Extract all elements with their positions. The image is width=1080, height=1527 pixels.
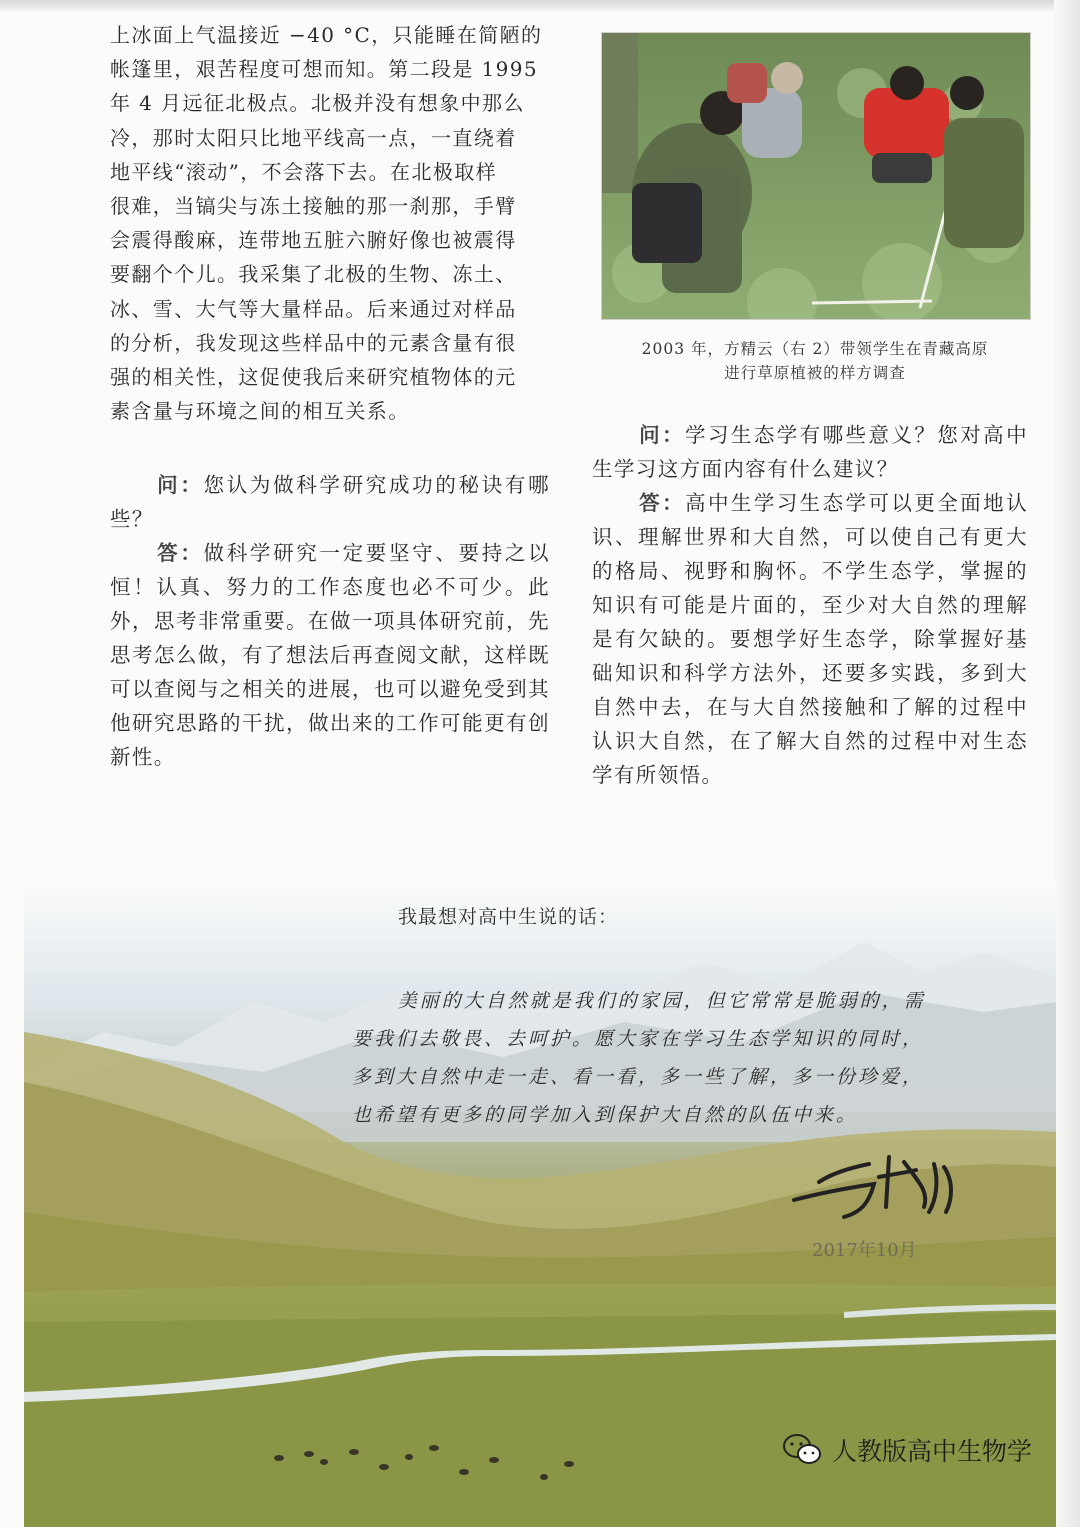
intro-line: 地平线“滚动”，不会落下去。在北极取样 — [110, 159, 498, 184]
answer-ecology-meaning — [592, 486, 1028, 792]
intro-line: 上冰面上气温接近 −40 °C，只能睡在简陋的 — [110, 23, 543, 47]
intro-line: 强的相关性，这促使我后来研究植物体的元 — [110, 365, 517, 390]
photo-illustration — [602, 33, 1030, 319]
right-column — [592, 418, 1028, 792]
letter-title: 我最想对高中生说的话： — [398, 906, 619, 928]
landscape-illustration — [24, 882, 1056, 1527]
question-text: 学习生态学有哪些意义？您对高中生学习这方面内容有什么建议？ — [592, 423, 1028, 481]
grassland-landscape — [24, 882, 1056, 1527]
question-success-secret — [110, 468, 550, 536]
photo-caption — [601, 337, 1029, 385]
letter-line: 美丽的大自然就是我们的家园，但它常常是脆弱的，需 — [397, 990, 926, 1012]
caption-line: 进行草原植被的样方调查 — [724, 364, 906, 382]
answer-label: 答： — [157, 541, 204, 566]
intro-line: 会震得酸麻，连带地五脏六腑好像也被震得 — [110, 228, 517, 253]
intro-line: 很难，当镐尖与冻土接触的那一刹那，手臂 — [110, 194, 517, 219]
letter-line: 多到大自然中走一走、看一看，多一些了解，多一份珍爱， — [352, 1066, 925, 1088]
wechat-icon — [782, 1433, 822, 1467]
intro-line: 冷，那时太阳只比地平线高一点，一直绕着 — [110, 125, 517, 150]
answer-label: 答： — [639, 491, 686, 515]
answer-text: 高中生学习生态学可以更全面地认识、理解世界和大自然，可以使自己有更大的格局、视野和胸怀。不学生态学，掌握的知识有可能是片面的，至少对大自然的理解是有欠缺的。要想学好生态学，除掌握好基础知识和科学方法外，还要多实践，多到大自然中去，在与大自然接触和了解的过程中认识大自然，在了解大自然的过程中对生态学有所领悟。 — [592, 491, 1028, 787]
question-text: 您认为做科学研究成功的秘诀有哪些？ — [110, 473, 550, 532]
scan-edge-top — [0, 0, 1080, 12]
question-ecology-meaning — [592, 418, 1028, 486]
scan-edge-right — [1054, 0, 1080, 1527]
intro-line: 要翻个个儿。我采集了北极的生物、冻土、 — [110, 262, 517, 287]
intro-line: 年 4 月远征北极点。北极并没有想象中那么 — [110, 91, 525, 116]
left-column — [110, 18, 550, 774]
spacer — [110, 428, 550, 468]
wechat-watermark — [782, 1432, 1032, 1468]
letter-date: 2017年10月 — [812, 1240, 917, 1261]
answer-text: 做科学研究一定要坚守、要持之以恒！认真、努力的工作态度也必不可少。此外，思考非常重要。在做一项具体研究前，先思考怎么做，有了想法后再查阅文献，这样既可以查阅与之相关的进展，也可以避免受到其他研究思路的干扰，做出来的工作可能更有创新性。 — [110, 541, 550, 770]
answer-success-secret — [110, 536, 550, 774]
question-label: 问： — [157, 473, 204, 498]
letter-line: 要我们去敬畏、去呵护。愿大家在学习生态学知识的同时， — [352, 1028, 925, 1050]
caption-line: 2003 年，方精云（右 2）带领学生在青藏高原 — [641, 340, 989, 358]
letter-line: 也希望有更多的同学加入到保护大自然的队伍中来。 — [352, 1104, 859, 1126]
intro-line: 冰、雪、大气等大量样品。后来通过对样品 — [110, 296, 517, 321]
question-label: 问： — [639, 423, 686, 447]
field-survey-photo — [601, 32, 1031, 320]
intro-line: 帐篷里，艰苦程度可想而知。第二段是 1995 — [110, 57, 539, 82]
watermark-text: 人教版高中生物学 — [832, 1437, 1033, 1466]
intro-line: 素含量与环境之间的相互关系。 — [110, 399, 410, 424]
intro-line: 的分析，我发现这些样品中的元素含量有很 — [110, 330, 517, 355]
intro-paragraph — [110, 18, 550, 428]
letter-body — [352, 982, 952, 1134]
